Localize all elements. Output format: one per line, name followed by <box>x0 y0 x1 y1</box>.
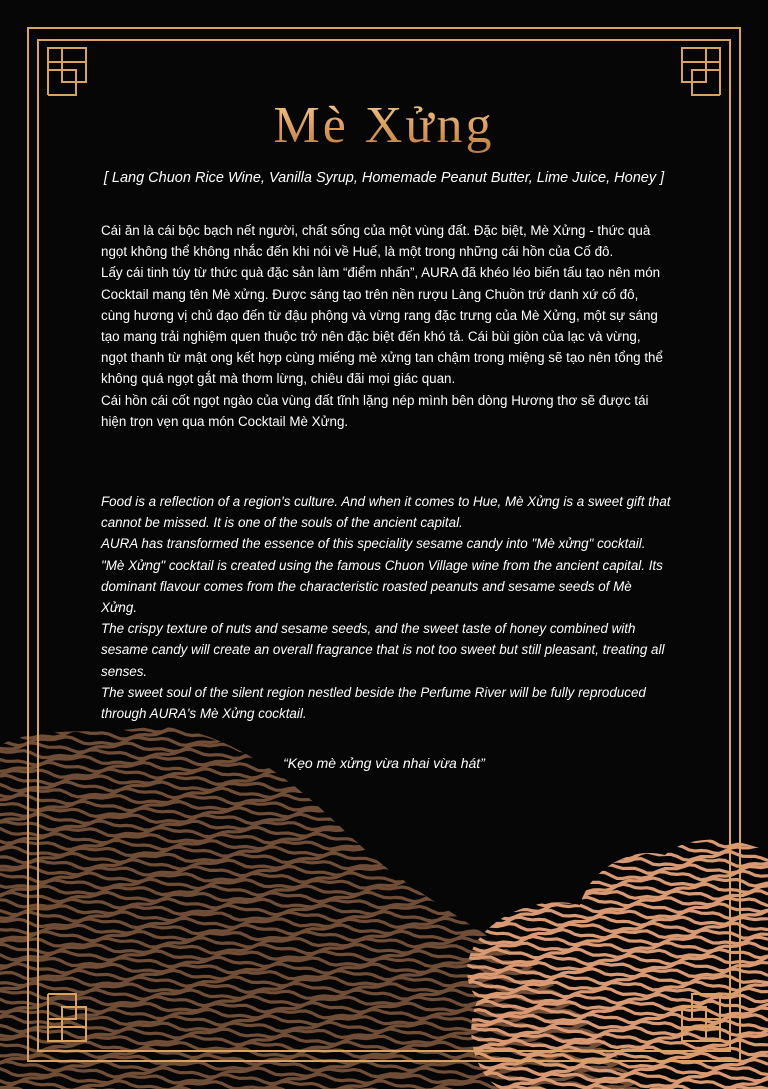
page-title: Mè Xửng <box>0 96 768 155</box>
english-paragraph: The sweet soul of the silent region nestled beside the Perfume River will be fully reproduced through AURA's Mè Xửng cocktail. <box>101 684 646 722</box>
wave-line <box>455 865 767 873</box>
wave-line <box>0 775 660 785</box>
wave-line <box>0 782 660 792</box>
wave-line <box>0 736 660 745</box>
wave-line <box>455 910 767 919</box>
wave-line <box>0 827 660 837</box>
vietnamese-paragraph: Cái ăn là cái bộc bạch nết người, chất sống của một vùng đất. Đặc biệt, Mè Xửng - thức quà ngọt không thể không nhắc đến khi nói về Huế, là một trong những cái hồn của Cố đô. <box>101 223 651 260</box>
right-wave-texture <box>455 826 767 1089</box>
wave-line <box>0 801 660 810</box>
wave-line <box>0 834 660 843</box>
ingredients-list: [ Lang Chuon Rice Wine, Vanilla Syrup, Homemade Peanut Butter, Lime Juice, Honey ] <box>103 170 665 186</box>
wave-line <box>455 891 767 900</box>
vietnamese-description <box>101 220 669 432</box>
english-paragraph: Food is a reflection of a region's culture. And when it comes to Hue, Mè Xửng is a sweet gift that cannot be missed. It is one of the souls of the ancient capital. <box>101 494 671 531</box>
wave-line <box>455 1008 767 1017</box>
vietnamese-paragraph: Lấy cái tinh túy từ thức quà đặc sản làm “điểm nhấn”, AURA đã khéo léo biến tấu tạo nên món Cocktail mang tên Mè xửng. Được sáng tạo trên nền rượu Làng Chuồn trứ danh xứ cố đô, cùng hương vị chủ đạo đến từ đậu phộng và vừng rang đặc trưng của Mè Xửng, một sự sáng tạo mang trải nghiệm quen thuộc trở nên đặc biệt đến khó tả. Cái bùi giòn của lạc và vừng, ngọt thanh từ mật ong kết hợp cùng miếng mè xửng tan chậm trong miệng sẽ tạo nên tổng thể không quá ngọt gắt mà thơm lừng, chiêu đãi mọi giác quan. <box>101 265 663 387</box>
wave-line <box>0 730 660 740</box>
english-description <box>101 491 671 724</box>
wave-line <box>455 1073 767 1082</box>
closing-quote: “Kẹo mè xửng vừa nhai vừa hát” <box>283 755 485 771</box>
wave-line <box>0 723 660 733</box>
english-paragraph: The crispy texture of nuts and sesame seeds, and the sweet taste of honey combined with sesame candy will create an overall fragrance that is not too sweet but still pleasant, treating all senses. <box>101 621 665 679</box>
wave-line <box>455 826 767 835</box>
english-paragraph: AURA has transformed the essence of this speciality sesame candy into "Mè xửng" cocktail. "Mè Xửng" cocktail is created using the famous Chuon Village wine from the ancient capital. Its dominant flavour comes from the characteristic roasted peanuts and sesame seeds of Mè Xửng. <box>101 536 663 616</box>
wave-line <box>455 832 767 841</box>
wave-line <box>0 879 660 889</box>
wave-line <box>455 839 767 848</box>
wave-line <box>0 808 660 818</box>
wave-line <box>455 878 767 887</box>
vietnamese-paragraph: Cái hồn cái cốt ngọt ngào của vùng đất tĩnh lặng nép mình bên dòng Hương thơ sẽ được tái hiện trọn vẹn qua món Cocktail Mè Xửng. <box>101 392 649 429</box>
